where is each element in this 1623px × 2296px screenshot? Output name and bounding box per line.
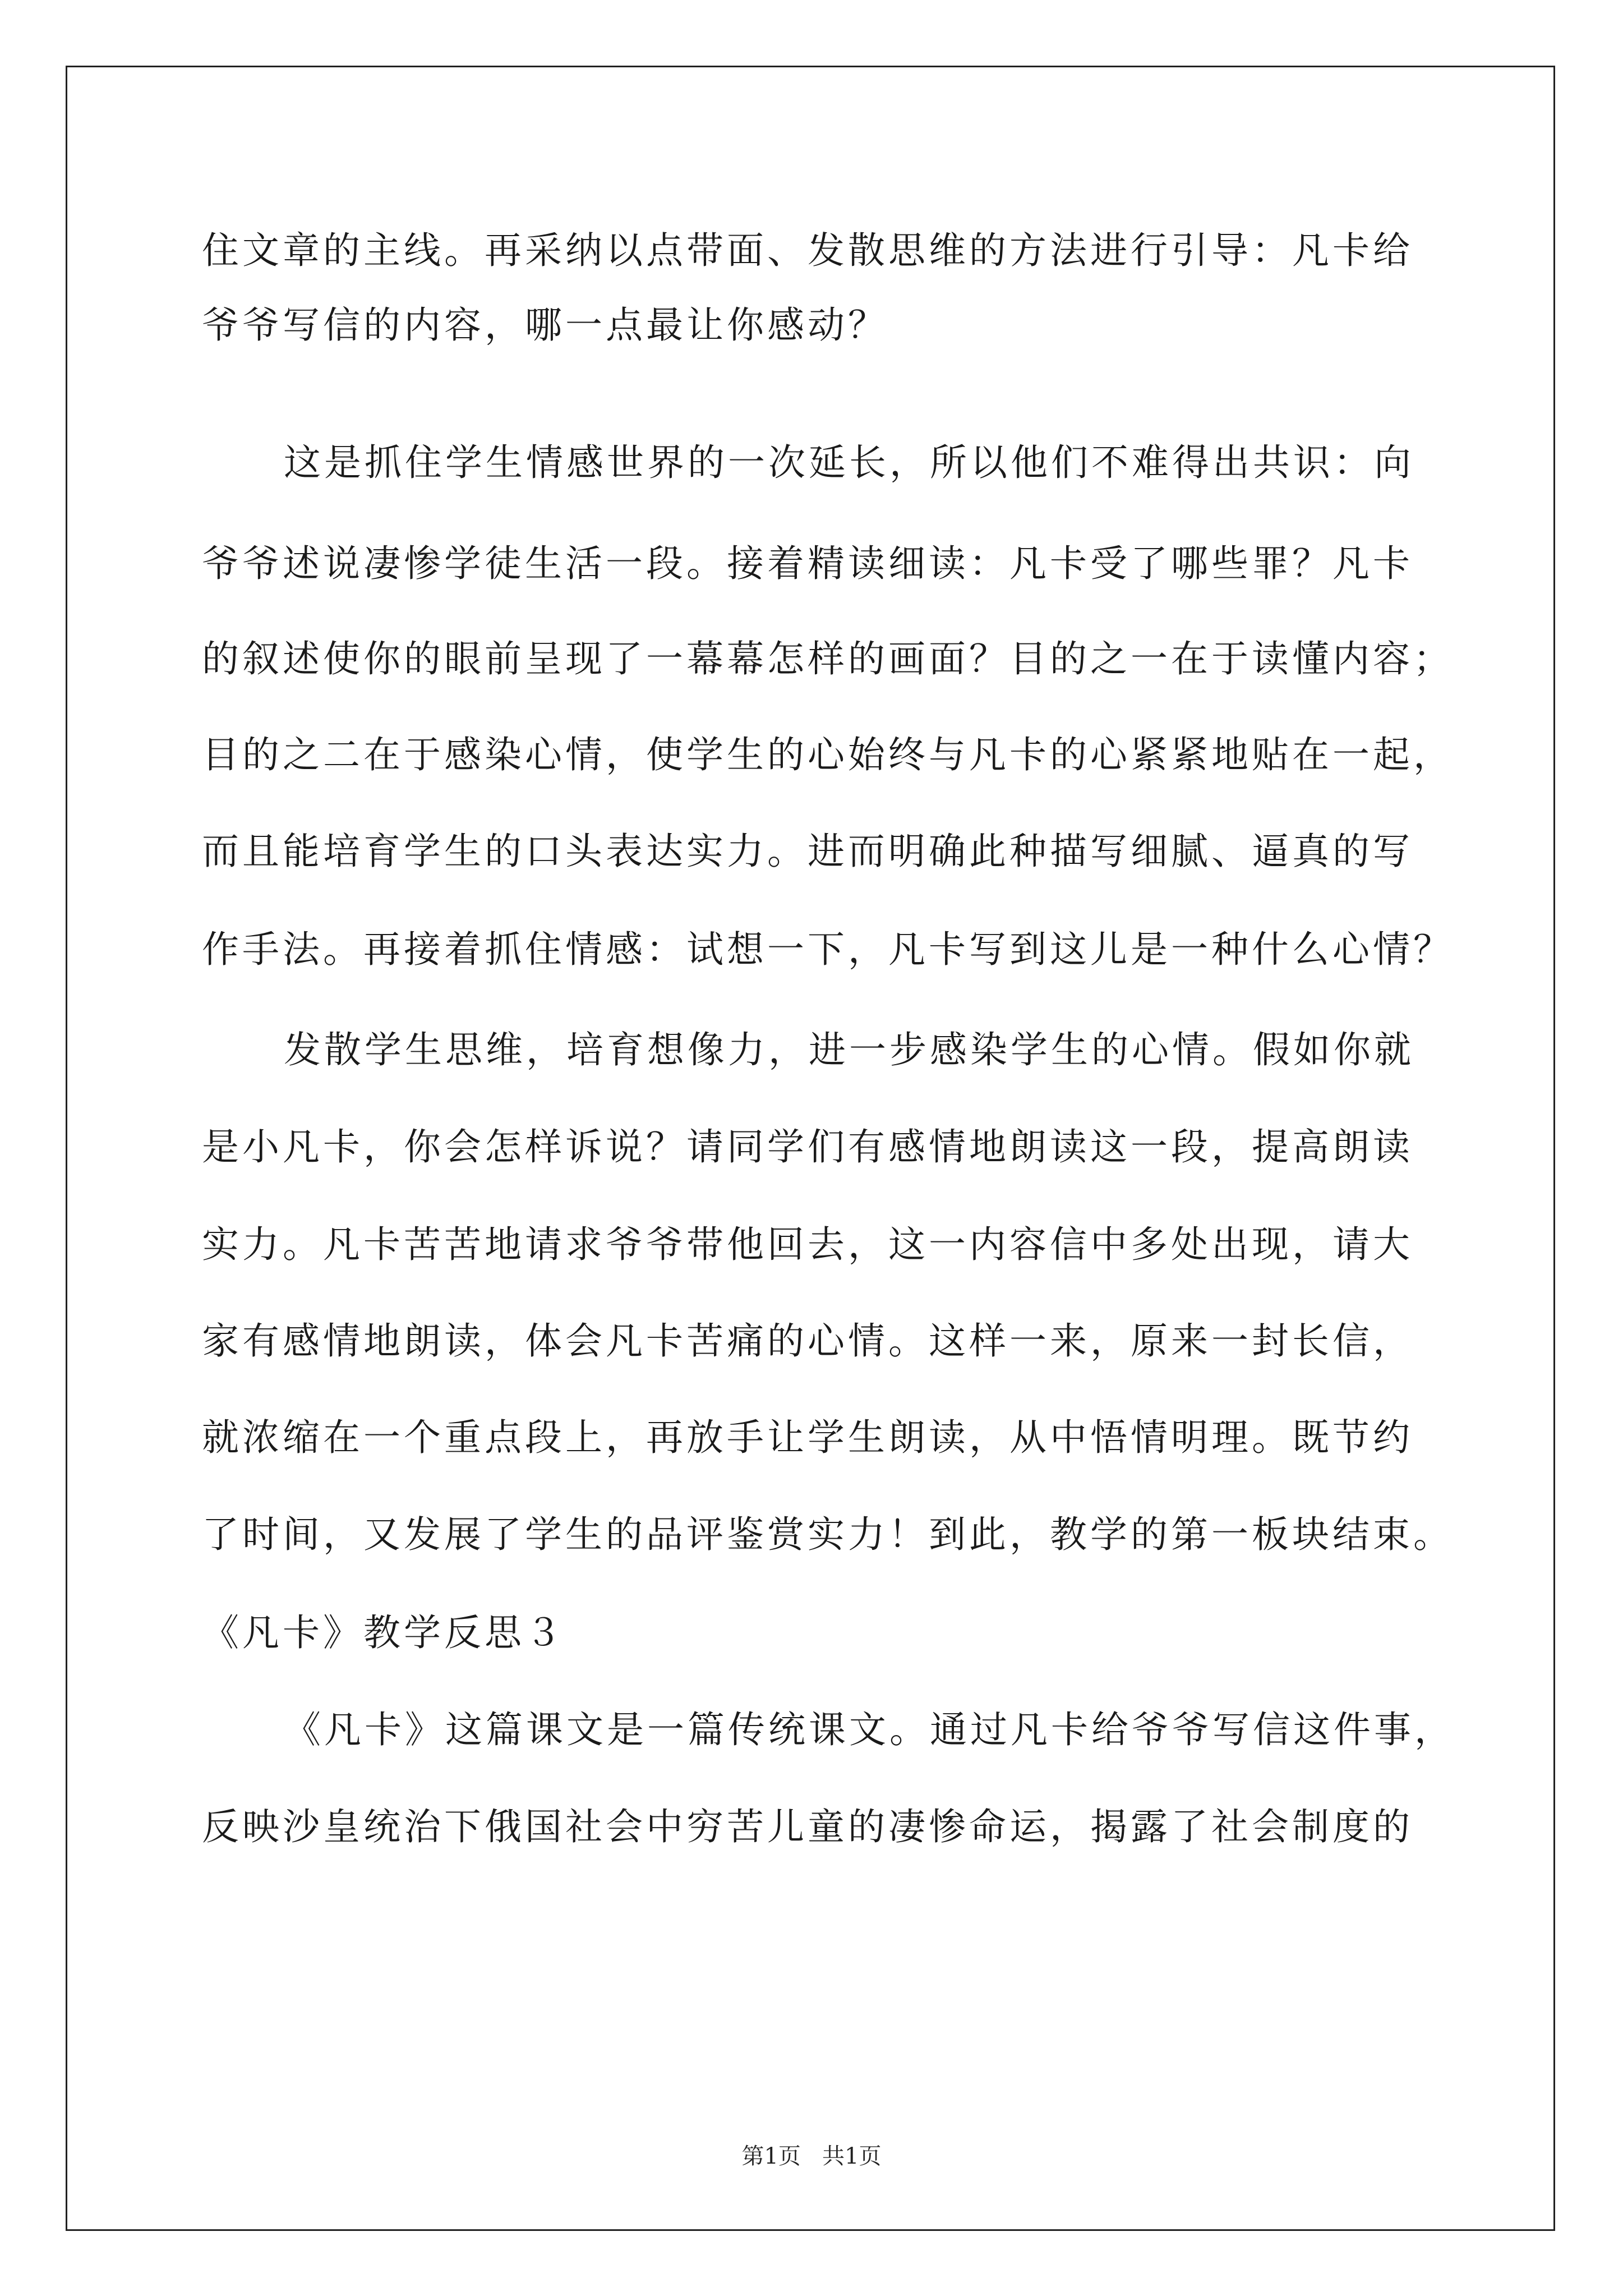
text-line: 了时间，又发展了学生的品评鉴赏实力！到此，教学的第一板块结束。 [202, 1513, 1454, 1556]
text-line: 反映沙皇统治下俄国社会中穷苦儿童的凄惨命运，揭露了社会制度的 [202, 1805, 1413, 1848]
text-line: 爷爷写信的内容，哪一点最让你感动？ [202, 303, 888, 347]
paragraph-start-line: 《凡卡》这篇课文是一篇传统课文。通过凡卡给爷爷写信这件事， [284, 1708, 1455, 1751]
section-heading: 《凡卡》教学反思３ [202, 1611, 565, 1654]
text-line: 实力。凡卡苦苦地请求爷爷带他回去，这一内容信中多处出现，请大 [202, 1223, 1413, 1266]
text-line: 作手法。再接着抓住情感：试想一下，凡卡写到这儿是一种什么心情？ [202, 928, 1454, 971]
text-line: 的叙述使你的眼前呈现了一幕幕怎样的画面？目的之一在于读懂内容； [202, 637, 1454, 680]
text-line: 爷爷述说凄惨学徒生活一段。接着精读细读：凡卡受了哪些罪？凡卡 [202, 542, 1413, 585]
text-line: 而且能培育学生的口头表达实力。进而明确此种描写细腻、逼真的写 [202, 830, 1413, 873]
text-line: 是小凡卡，你会怎样诉说？请同学们有感情地朗读这一段，提高朗读 [202, 1125, 1413, 1168]
paragraph-start-line: 发散学生思维，培育想像力，进一步感染学生的心情。假如你就 [284, 1028, 1414, 1071]
text-line: 住文章的主线。再采纳以点带面、发散思维的方法进行引导：凡卡给 [202, 229, 1413, 272]
text-line: 就浓缩在一个重点段上，再放手让学生朗读，从中悟情明理。既节约 [202, 1416, 1413, 1459]
paragraph-start-line: 这是抓住学生情感世界的一次延长，所以他们不难得出共识：向 [284, 441, 1414, 484]
text-line: 家有感情地朗读，体会凡卡苦痛的心情。这样一来，原来一封长信， [202, 1319, 1413, 1363]
text-line: 目的之二在于感染心情，使学生的心始终与凡卡的心紧紧地贴在一起， [202, 733, 1454, 776]
page-footer: 第1页 共1页 [741, 2143, 882, 2169]
